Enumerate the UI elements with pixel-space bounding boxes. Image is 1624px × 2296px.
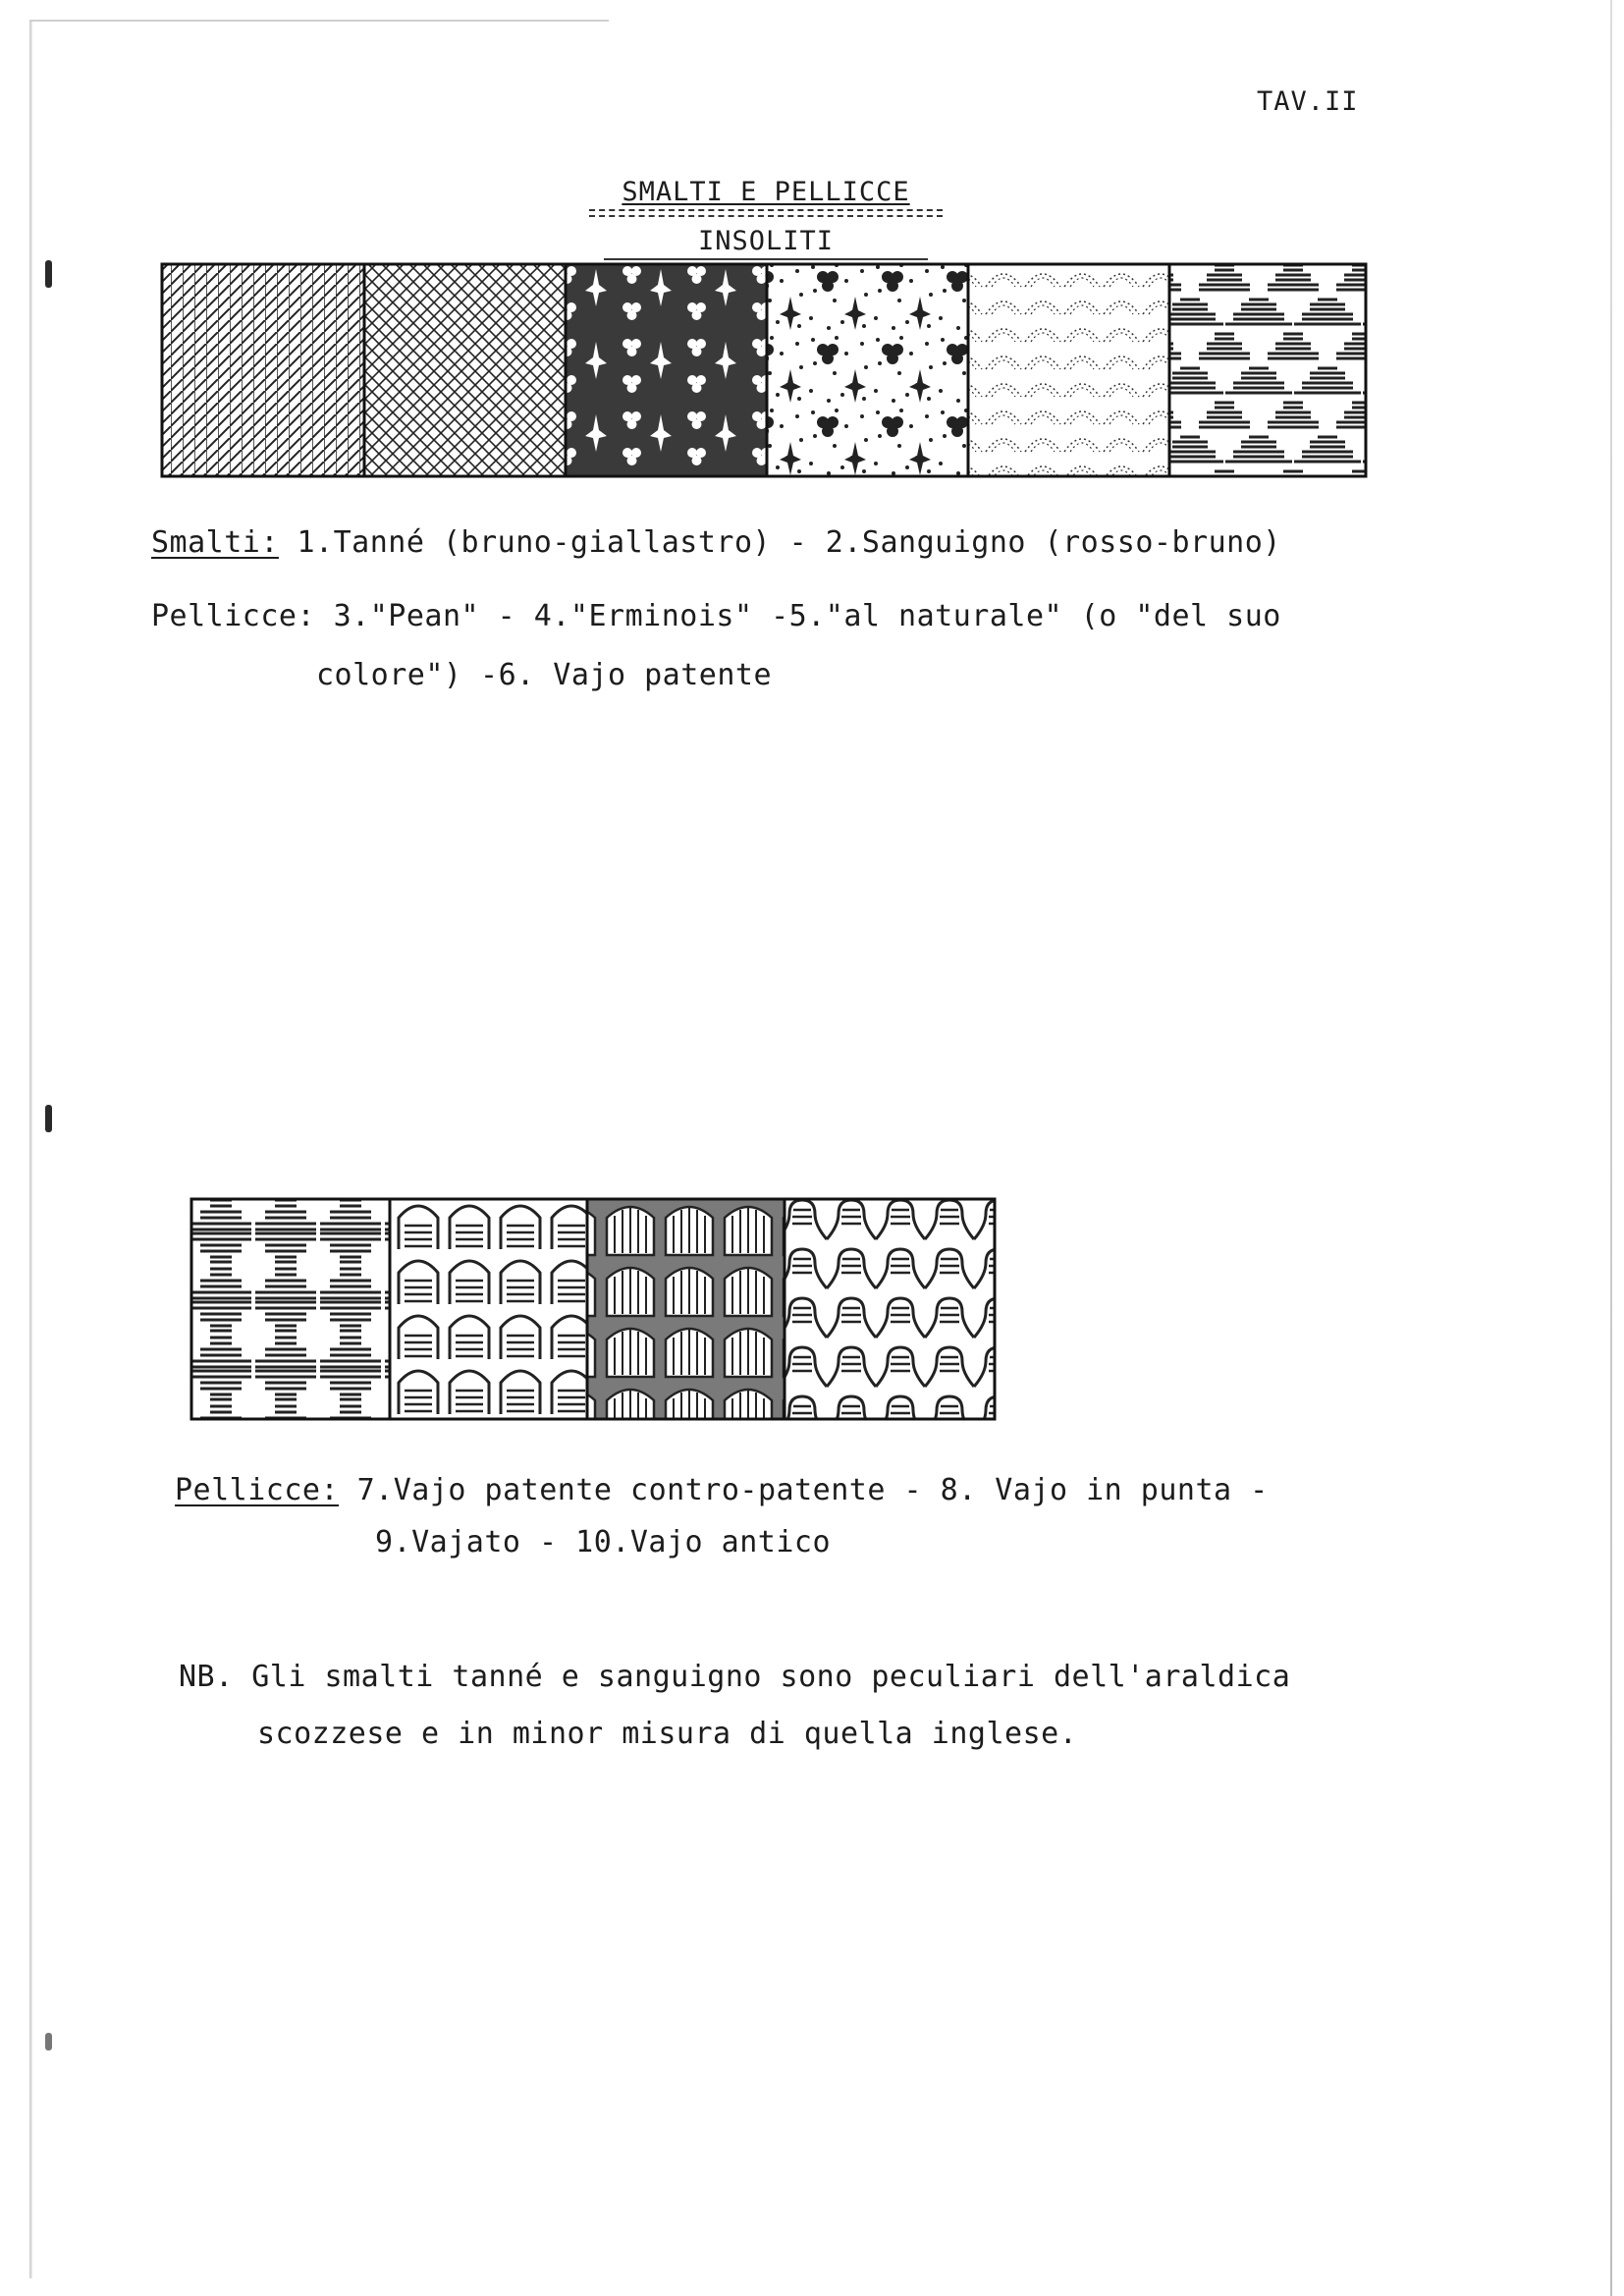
pattern-tanne: [163, 265, 364, 475]
page-edge-left: [29, 20, 32, 2278]
legend-pellicce-line-1: Pellicce: 3."Pean" - 4."Erminois" -5."al naturale" (o "del suo: [151, 599, 1281, 633]
pattern-vajo-in-punta: [390, 1200, 587, 1418]
legend-bottom-line-1: Pellicce: 7.Vajo patente contro-patente - 8. Vajo in punta -: [175, 1473, 1269, 1507]
heading-line-2: INSOLITI: [589, 226, 943, 260]
bottom-pattern-band: [189, 1196, 998, 1422]
note-line-2: scozzese e in minor misura di quella inglese.: [257, 1717, 1078, 1751]
pattern-vajo-patente-contro-patente: [192, 1200, 390, 1418]
legend-bottom-line-2: 9.Vajato - 10.Vajo antico: [375, 1525, 832, 1559]
pattern-sanguigno: [364, 265, 566, 475]
binder-hole-mark: [45, 1105, 52, 1132]
note-line-1: NB. Gli smalti tanné e sanguigno sono peculiari dell'araldica: [179, 1660, 1291, 1694]
legend-pellicce-line-2: colore") -6. Vajo patente: [316, 658, 773, 692]
pattern-vajo-patente: [1169, 265, 1365, 475]
plate-number: TAV.II: [1257, 86, 1359, 117]
heading-rule: [604, 258, 928, 260]
page-edge-right: [1610, 0, 1612, 2296]
pattern-al-naturale: [968, 265, 1169, 475]
heading-double-underline: [589, 209, 943, 217]
pattern-pean: [566, 265, 767, 475]
binder-hole-mark: [45, 2033, 52, 2050]
pattern-erminois: [767, 265, 968, 475]
heading-line-1: SMALTI E PELLICCE: [589, 177, 943, 217]
top-pattern-band: [159, 261, 1369, 479]
legend-smalti-line: Smalti: 1.Tanné (bruno-giallastro) - 2.Sanguigno (rosso-bruno): [151, 525, 1281, 560]
page-edge-top: [29, 20, 609, 22]
pattern-vajo-antico: [785, 1200, 994, 1418]
pattern-vajato: [587, 1200, 785, 1418]
binder-hole-mark: [45, 260, 52, 288]
